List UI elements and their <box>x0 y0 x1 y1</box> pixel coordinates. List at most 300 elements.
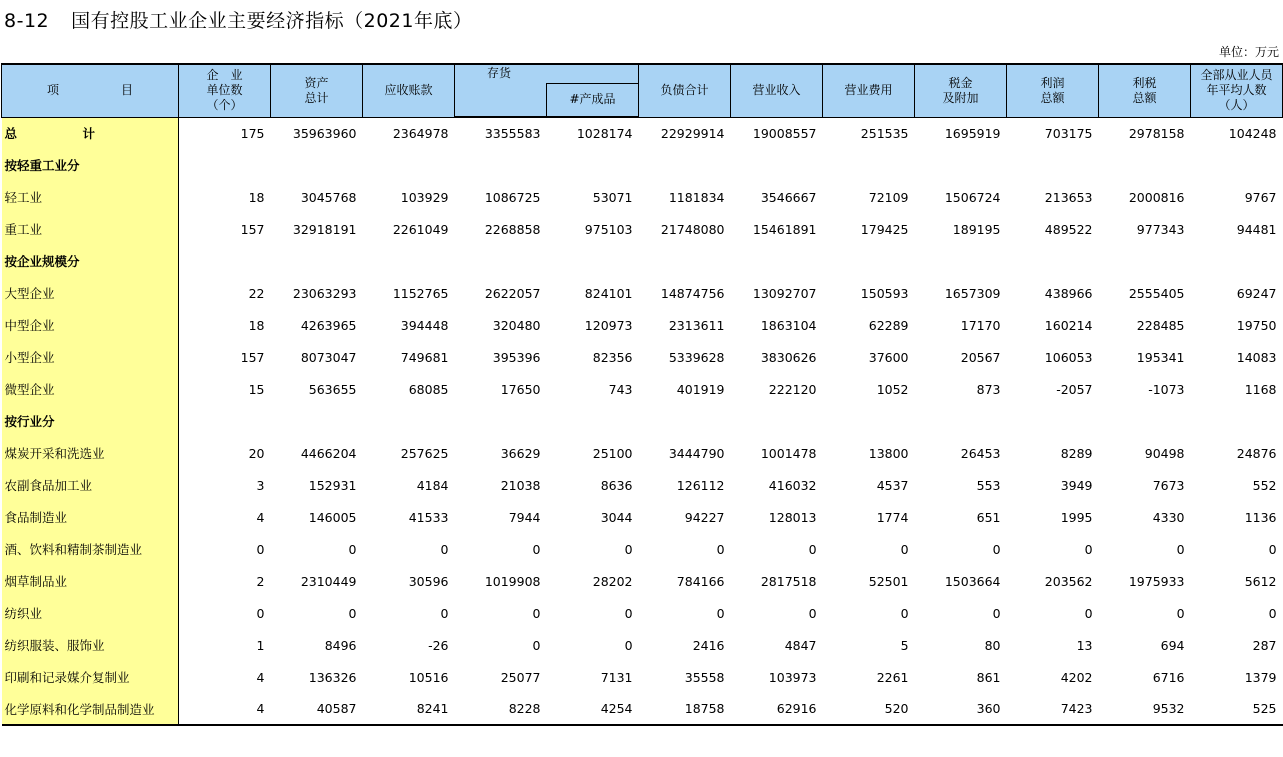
table-cell: 703175 <box>1044 125 1093 141</box>
table-cell: 175 <box>240 125 265 141</box>
table-cell: 4 <box>256 669 265 685</box>
header-profit-l1: 利润 <box>1040 75 1065 90</box>
row-label: 按行业分 <box>2 405 179 437</box>
table-cell: 0 <box>992 605 1001 621</box>
table-cell: 8636 <box>600 477 633 493</box>
indicator-table <box>1 63 1283 726</box>
table-cell: 3044 <box>600 509 633 525</box>
table-cell: 0 <box>624 541 633 557</box>
table-cell <box>915 149 1007 181</box>
header-profit-tax <box>1099 64 1191 117</box>
row-label: 中型企业 <box>2 309 179 341</box>
table-cell <box>1007 405 1099 437</box>
table-cell: 3830626 <box>760 349 817 365</box>
table-cell: 1975933 <box>1128 573 1185 589</box>
header-count-l1: 企 业 <box>206 68 243 83</box>
table-cell: 520 <box>823 693 915 725</box>
table-cell: 749681 <box>400 349 449 365</box>
table-cell <box>1099 149 1191 181</box>
row-label: 纺织服装、服饰业 <box>2 629 179 661</box>
table-cell: 1506724 <box>944 189 1001 205</box>
table-cell: 651 <box>976 509 1001 525</box>
table-cell: 394448 <box>400 317 449 333</box>
row-label: 烟草制品业 <box>2 565 179 597</box>
table-cell: 1695919 <box>944 125 1001 141</box>
table-cell: 1774 <box>876 509 909 525</box>
table-cell <box>179 405 271 437</box>
table-cell: 13092707 <box>752 285 817 301</box>
table-cell: 72109 <box>868 189 909 205</box>
table-cell: 7423 <box>1007 693 1099 725</box>
table-cell: 103973 <box>768 669 817 685</box>
table-cell: 4537 <box>876 477 909 493</box>
table-cell <box>455 405 547 437</box>
table-cell <box>179 245 271 277</box>
table-cell: 2313611 <box>668 317 725 333</box>
table-cell: 8228 <box>455 693 547 725</box>
table-cell <box>1191 149 1283 181</box>
row-label: 微型企业 <box>2 373 179 405</box>
header-profit-tax-l2: 总额 <box>1132 90 1157 105</box>
table-cell: 18758 <box>639 693 731 725</box>
table-cell: 0 <box>1268 605 1277 621</box>
table-cell: 136326 <box>308 669 357 685</box>
table-cell: 152931 <box>308 477 357 493</box>
header-revenue: 营业收入 <box>731 64 823 117</box>
table-header <box>2 64 1283 117</box>
header-count-l3: （个） <box>206 98 243 113</box>
table-cell: 1001478 <box>760 445 817 461</box>
table-cell: 0 <box>900 541 909 557</box>
table-cell: 6716 <box>1152 669 1185 685</box>
table-row <box>2 661 1283 693</box>
table-cell: 977343 <box>1136 221 1185 237</box>
table-cell: 320480 <box>492 317 541 333</box>
table-row <box>2 437 1283 469</box>
table-cell: 30596 <box>408 573 449 589</box>
table-cell: 80 <box>984 637 1001 653</box>
table-cell: 1657309 <box>944 285 1001 301</box>
table-cell: 2268858 <box>484 221 541 237</box>
table-cell: 4202 <box>1060 669 1093 685</box>
table-cell: 0 <box>808 541 817 557</box>
table-cell: 20567 <box>960 349 1001 365</box>
table-cell: 20 <box>248 445 265 461</box>
table-cell <box>1007 245 1099 277</box>
header-item-a: 项 <box>46 83 59 98</box>
table-cell: 69247 <box>1236 285 1277 301</box>
table-cell: 1052 <box>876 381 909 397</box>
table-cell: 3546667 <box>760 189 817 205</box>
table-cell: 62916 <box>731 693 823 725</box>
table-cell: 1 <box>256 637 265 653</box>
table-cell <box>547 405 639 437</box>
table-row <box>2 373 1283 405</box>
table-cell: 0 <box>900 605 909 621</box>
table-cell: 3045768 <box>300 189 357 205</box>
table-cell: 525 <box>1191 693 1283 725</box>
table-cell: -26 <box>428 637 449 653</box>
table-cell: 128013 <box>768 509 817 525</box>
table-cell: 2622057 <box>484 285 541 301</box>
table-cell: 15461891 <box>752 221 817 237</box>
table-cell <box>915 405 1007 437</box>
table-row <box>2 309 1283 341</box>
table-cell: 0 <box>440 605 449 621</box>
table-cell: 1086725 <box>484 189 541 205</box>
table-cell: 15 <box>248 381 265 397</box>
table-row <box>2 533 1283 565</box>
table-cell: 94227 <box>684 509 725 525</box>
table-cell: 157 <box>240 349 265 365</box>
table-cell: 2310449 <box>300 573 357 589</box>
table-cell <box>547 245 639 277</box>
table-cell: 37600 <box>868 349 909 365</box>
table-cell: 0 <box>348 541 357 557</box>
table-cell: 21748080 <box>660 221 725 237</box>
table-cell: 53071 <box>592 189 633 205</box>
table-cell: 146005 <box>308 509 357 525</box>
table-cell <box>1191 245 1283 277</box>
header-item-b: 目 <box>121 83 134 98</box>
table-cell: -2057 <box>1056 381 1093 397</box>
table-cell: 10516 <box>408 669 449 685</box>
header-employees-l3: （人） <box>1218 98 1255 113</box>
table-cell: 0 <box>256 541 265 557</box>
table-cell: 106053 <box>1044 349 1093 365</box>
header-profit-tax-l1: 利税 <box>1132 75 1157 90</box>
table-cell: 2978158 <box>1128 125 1185 141</box>
table-cell: 62289 <box>868 317 909 333</box>
row-label-part: 总 <box>4 126 18 142</box>
row-label: 印刷和记录媒介复制业 <box>2 661 179 693</box>
table-row <box>2 245 1283 277</box>
table-cell: 3355583 <box>484 126 541 141</box>
header-inventory-blank <box>455 83 547 117</box>
row-label <box>2 117 179 149</box>
table-number: 8-12 <box>4 10 50 32</box>
table-body <box>2 117 1283 725</box>
table-cell: 126112 <box>676 477 725 493</box>
table-cell: 82356 <box>592 349 633 365</box>
header-assets-l1: 资产 <box>304 75 329 90</box>
table-row <box>2 597 1283 629</box>
table-cell: 1181834 <box>668 189 725 205</box>
table-cell: 0 <box>808 605 817 621</box>
table-cell: 1863104 <box>760 317 817 333</box>
table-cell: 4263965 <box>300 317 357 333</box>
unit-label: 单位：万元 <box>1218 45 1279 59</box>
header-count <box>179 64 271 117</box>
header-assets-l2: 总计 <box>304 90 329 105</box>
table-cell: 4 <box>256 509 265 525</box>
table-cell: 68085 <box>408 381 449 397</box>
table-row <box>2 181 1283 213</box>
table-cell: 13800 <box>868 445 909 461</box>
table-cell: 3 <box>256 477 265 493</box>
header-profit <box>1007 64 1099 117</box>
table-cell <box>823 405 915 437</box>
table-cell: 52501 <box>868 573 909 589</box>
table-cell: 228485 <box>1136 317 1185 333</box>
table-cell <box>179 149 271 181</box>
row-label: 小型企业 <box>2 341 179 373</box>
table-cell: 7131 <box>600 669 633 685</box>
table-cell <box>639 149 731 181</box>
table-cell: 0 <box>716 605 725 621</box>
table-cell: 257625 <box>400 445 449 461</box>
table-cell <box>271 405 363 437</box>
row-label: 大型企业 <box>2 277 179 309</box>
table-cell <box>731 405 823 437</box>
table-cell: 7673 <box>1152 477 1185 493</box>
table-cell: 94481 <box>1236 221 1277 237</box>
table-cell: 14874756 <box>660 285 725 301</box>
header-assets <box>271 64 363 117</box>
table-cell: 287 <box>1252 637 1277 653</box>
header-finished-goods: #产成品 <box>547 83 639 117</box>
table-cell: 26453 <box>960 445 1001 461</box>
row-label: 食品制造业 <box>2 501 179 533</box>
table-cell: 25077 <box>500 669 541 685</box>
table-cell: 189195 <box>952 221 1001 237</box>
table-cell <box>731 245 823 277</box>
table-row <box>2 629 1283 661</box>
table-cell: 13 <box>1076 637 1093 653</box>
table-cell: 41533 <box>408 509 449 525</box>
table-cell <box>271 245 363 277</box>
table-cell: 0 <box>992 541 1001 557</box>
header-inventory-label: 存货 <box>487 66 512 81</box>
header-employees <box>1191 64 1283 117</box>
table-cell: 9767 <box>1244 189 1277 205</box>
table-cell: 0 <box>348 605 357 621</box>
row-label: 轻工业 <box>2 181 179 213</box>
page-title <box>4 6 472 33</box>
table-cell: 28202 <box>592 573 633 589</box>
table-cell <box>363 245 455 277</box>
table-cell: 22 <box>248 285 265 301</box>
table-cell: 17650 <box>500 381 541 397</box>
table-cell: 0 <box>532 637 541 653</box>
row-label: 按轻重工业分 <box>2 149 179 181</box>
table-row <box>2 341 1283 373</box>
table-cell: 22929914 <box>660 125 725 141</box>
table-cell: 0 <box>1176 605 1185 621</box>
table-cell <box>363 405 455 437</box>
table-cell: 784166 <box>676 573 725 589</box>
table-cell: 179425 <box>860 221 909 237</box>
table-cell: 0 <box>1268 541 1277 557</box>
table-cell: 18 <box>248 317 265 333</box>
row-label: 煤炭开采和洗选业 <box>2 437 179 469</box>
table-cell: 8289 <box>1060 445 1093 461</box>
table-cell: 35963960 <box>292 125 357 141</box>
header-tax <box>915 64 1007 117</box>
table-cell: 0 <box>1084 605 1093 621</box>
table-cell: 2261 <box>876 669 909 685</box>
table-cell: 743 <box>608 381 633 397</box>
table-cell <box>271 149 363 181</box>
table-row <box>2 693 1283 725</box>
table-cell <box>455 149 547 181</box>
table-cell: 8496 <box>324 637 357 653</box>
table-cell: 2364978 <box>392 125 449 141</box>
table-cell: 552 <box>1252 477 1277 493</box>
table-cell: 2000816 <box>1128 189 1185 205</box>
table-cell: 1028174 <box>576 126 633 141</box>
table-cell: 0 <box>716 541 725 557</box>
table-cell: 4184 <box>416 477 449 493</box>
table-cell: 553 <box>976 477 1001 493</box>
row-label: 化学原料和化学制品制造业 <box>2 693 179 725</box>
table-cell <box>731 149 823 181</box>
table-cell: 4254 <box>547 693 639 725</box>
table-cell <box>639 405 731 437</box>
table-cell: 2 <box>256 573 265 589</box>
row-label: 重工业 <box>2 213 179 245</box>
table-cell: 873 <box>976 381 1001 397</box>
row-label-part: 计 <box>82 126 96 142</box>
table-cell: 0 <box>624 605 633 621</box>
table-row <box>2 117 1283 149</box>
table-cell: 360 <box>915 693 1007 725</box>
table-cell: 4330 <box>1152 509 1185 525</box>
table-cell: 5 <box>900 637 909 653</box>
header-employees-l1: 全部从业人员 <box>1200 68 1273 83</box>
table-cell <box>363 149 455 181</box>
table-cell: 0 <box>440 541 449 557</box>
table-cell: 438966 <box>1044 285 1093 301</box>
table-cell <box>1099 245 1191 277</box>
table-cell: 0 <box>532 541 541 557</box>
table-cell <box>823 245 915 277</box>
table-cell: 19008557 <box>752 125 817 141</box>
table-cell: 401919 <box>676 381 725 397</box>
table-cell: 0 <box>1176 541 1185 557</box>
table-cell: 18 <box>248 189 265 205</box>
table-cell: 32918191 <box>292 221 357 237</box>
table-cell <box>455 245 547 277</box>
table-cell: 120973 <box>584 317 633 333</box>
header-employees-l2: 年平均人数 <box>1206 83 1267 98</box>
row-label: 酒、饮料和精制茶制造业 <box>2 533 179 565</box>
table-cell: 1503664 <box>944 573 1001 589</box>
table-cell: 157 <box>240 221 265 237</box>
table-cell: 416032 <box>768 477 817 493</box>
table-cell: 2261049 <box>392 221 449 237</box>
table-cell: 4847 <box>784 637 817 653</box>
table-row <box>2 277 1283 309</box>
header-item <box>2 64 179 117</box>
table-cell: 5612 <box>1244 573 1277 589</box>
table-title: 国有控股工业企业主要经济指标（2021年底） <box>71 10 473 32</box>
table-cell <box>639 245 731 277</box>
table-cell: 35558 <box>684 669 725 685</box>
row-label: 农副食品加工业 <box>2 469 179 501</box>
table-cell: 975103 <box>584 221 633 237</box>
table-cell: 8241 <box>363 693 455 725</box>
table-cell: 14083 <box>1236 349 1277 365</box>
table-cell: 40587 <box>271 693 363 725</box>
header-receivables: 应收账款 <box>363 64 455 117</box>
row-label: 按企业规模分 <box>2 245 179 277</box>
table-row <box>2 213 1283 245</box>
table-cell: 563655 <box>308 381 357 397</box>
table-cell: 103929 <box>400 189 449 205</box>
table-row <box>2 149 1283 181</box>
table-cell: 2555405 <box>1128 285 1185 301</box>
table-cell: 104248 <box>1228 125 1277 141</box>
table-cell: 1136 <box>1244 509 1277 525</box>
header-count-l2: 单位数 <box>206 83 243 98</box>
table-row <box>2 469 1283 501</box>
table-cell <box>1007 149 1099 181</box>
table-cell: 395396 <box>492 349 541 365</box>
table-cell: 1019908 <box>484 573 541 589</box>
table-cell <box>1191 405 1283 437</box>
table-cell: 8073047 <box>300 349 357 365</box>
table-cell <box>915 245 1007 277</box>
table-cell: 36629 <box>500 445 541 461</box>
table-cell: 4 <box>179 693 271 725</box>
table-cell: 213653 <box>1044 189 1093 205</box>
table-cell: 5339628 <box>668 349 725 365</box>
table-row <box>2 565 1283 597</box>
table-cell <box>547 149 639 181</box>
header-expenses: 营业费用 <box>823 64 915 117</box>
row-label: 纺织业 <box>2 597 179 629</box>
table-cell: 0 <box>256 605 265 621</box>
table-cell: 4466204 <box>300 445 357 461</box>
table-cell <box>823 149 915 181</box>
header-profit-l2: 总额 <box>1040 90 1065 105</box>
table-cell: 1168 <box>1244 381 1277 397</box>
table-cell <box>1099 405 1191 437</box>
table-cell: 0 <box>1084 541 1093 557</box>
table-cell: 23063293 <box>292 285 357 301</box>
table-cell: -1073 <box>1148 381 1185 397</box>
table-cell: 222120 <box>768 381 817 397</box>
table-cell: 2416 <box>692 637 725 653</box>
table-cell: 3444790 <box>668 445 725 461</box>
table-cell: 1152765 <box>392 285 449 301</box>
header-liabilities: 负债合计 <box>639 64 731 117</box>
table-cell: 251535 <box>860 125 909 141</box>
table-cell: 1379 <box>1244 669 1277 685</box>
table-cell: 824101 <box>584 285 633 301</box>
table-cell: 489522 <box>1044 221 1093 237</box>
header-tax-l2: 及附加 <box>942 90 979 105</box>
table-cell: 861 <box>976 669 1001 685</box>
table-cell: 0 <box>624 637 633 653</box>
table-cell: 1995 <box>1060 509 1093 525</box>
table-cell: 9532 <box>1099 693 1191 725</box>
table-cell: 2817518 <box>760 573 817 589</box>
table-cell: 3949 <box>1060 477 1093 493</box>
table-cell: 24876 <box>1236 445 1277 461</box>
table-cell: 17170 <box>960 317 1001 333</box>
table-cell: 203562 <box>1044 573 1093 589</box>
table-cell: 7944 <box>508 509 541 525</box>
header-tax-l1: 税金 <box>948 75 973 90</box>
table-cell: 21038 <box>500 477 541 493</box>
table-cell: 19750 <box>1236 317 1277 333</box>
table-cell: 694 <box>1160 637 1185 653</box>
table-cell: 160214 <box>1044 317 1093 333</box>
table-cell: 150593 <box>860 285 909 301</box>
table-cell: 25100 <box>592 445 633 461</box>
